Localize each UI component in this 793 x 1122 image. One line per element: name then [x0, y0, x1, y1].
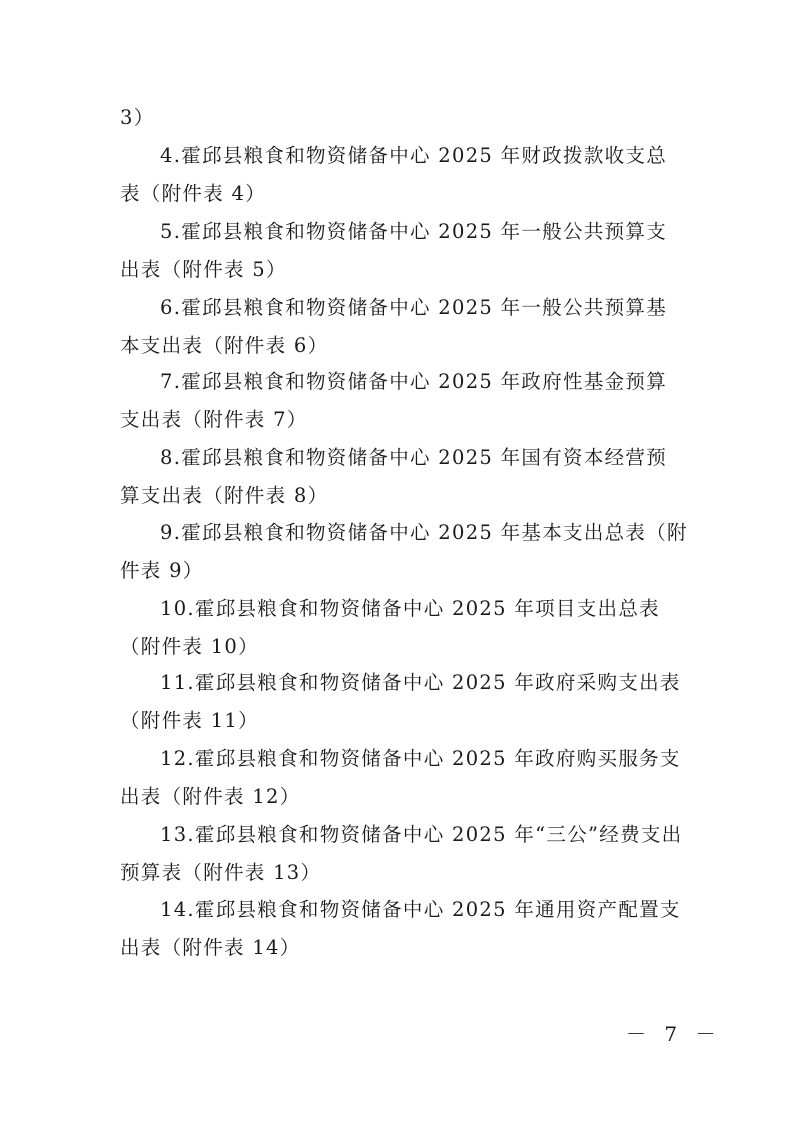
list-item-9: 9.霍邱县粮食和物资储备中心 2025 年基本支出总表（附: [160, 521, 688, 544]
list-item-6: 6.霍邱县粮食和物资储备中心 2025 年一般公共预算基: [160, 296, 668, 319]
list-item-12: 12.霍邱县粮食和物资储备中心 2025 年政府购买服务支: [160, 747, 681, 770]
page-number: － 7 －: [626, 1022, 722, 1046]
list-item-12-continuation: 出表（附件表 12）: [120, 785, 301, 808]
list-item-14: 14.霍邱县粮食和物资储备中心 2025 年通用资产配置支: [160, 898, 681, 921]
list-item-3-continuation: 3）: [120, 106, 155, 129]
list-item-5: 5.霍邱县粮食和物资储备中心 2025 年一般公共预算支: [160, 220, 668, 243]
list-item-4: 4.霍邱县粮食和物资储备中心 2025 年财政拨款收支总: [160, 144, 668, 167]
list-item-13-continuation: 预算表（附件表 13）: [120, 861, 322, 884]
list-item-6-continuation: 本支出表（附件表 6）: [120, 334, 329, 357]
list-item-13: 13.霍邱县粮食和物资储备中心 2025 年“三公”经费支出: [160, 823, 683, 846]
list-item-4-continuation: 表（附件表 4）: [120, 182, 267, 205]
list-item-11: 11.霍邱县粮食和物资储备中心 2025 年政府采购支出表: [160, 671, 681, 694]
list-item-8-continuation: 算支出表（附件表 8）: [120, 484, 329, 507]
list-item-7: 7.霍邱县粮食和物资储备中心 2025 年政府性基金预算: [160, 370, 668, 393]
list-item-7-continuation: 支出表（附件表 7）: [120, 408, 308, 431]
list-item-9-continuation: 件表 9）: [120, 559, 204, 582]
list-item-11-continuation: （附件表 11）: [120, 709, 259, 732]
list-item-10: 10.霍邱县粮食和物资储备中心 2025 年项目支出总表: [160, 597, 660, 620]
list-item-10-continuation: （附件表 10）: [120, 635, 259, 658]
list-item-14-continuation: 出表（附件表 14）: [120, 936, 301, 959]
list-item-5-continuation: 出表（附件表 5）: [120, 258, 287, 281]
list-item-8: 8.霍邱县粮食和物资储备中心 2025 年国有资本经营预: [160, 446, 668, 469]
